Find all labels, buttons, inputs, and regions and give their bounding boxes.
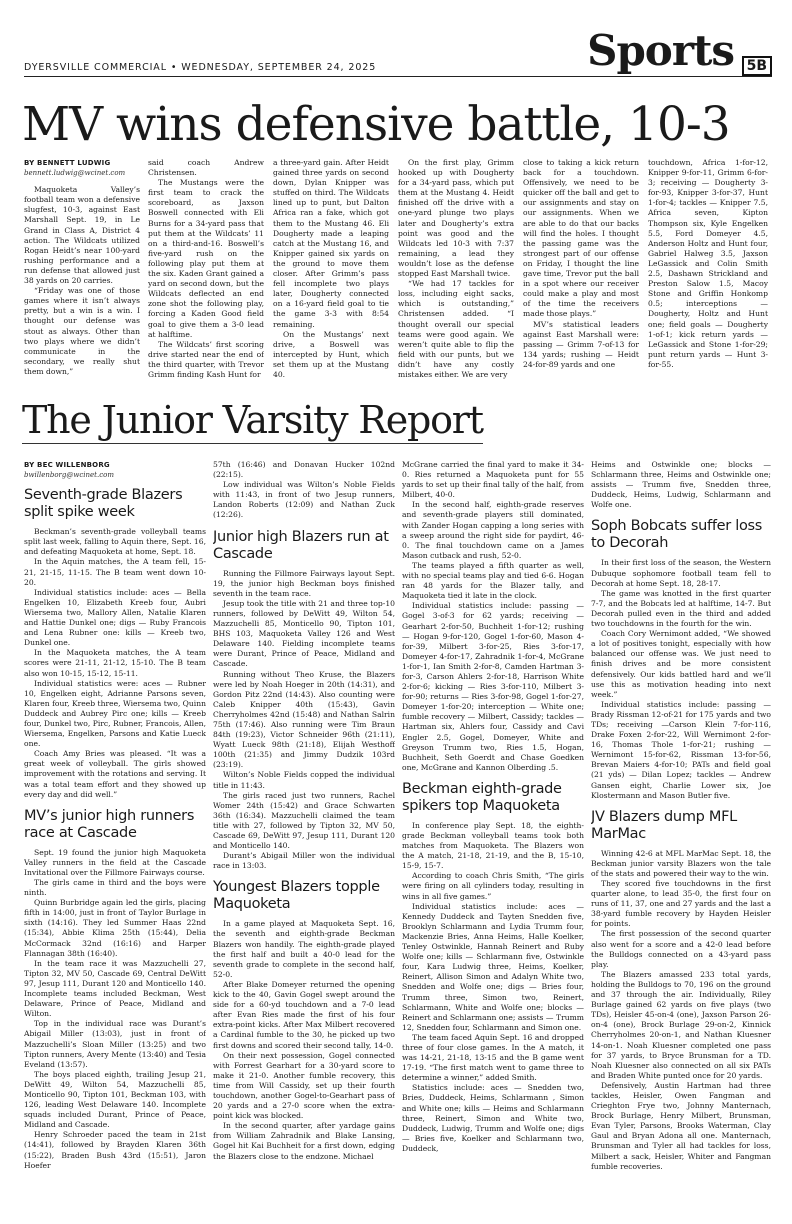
- paragraph-group: [402, 821, 584, 1154]
- article-paragraph: Durant’s Abigail Miller won the individual race in 13:03.: [213, 851, 395, 871]
- jv-column-4: [591, 460, 771, 1212]
- article-paragraph: Running without Theo Kruse, the Blazers were led by Noah Hoeger in 20th (14:31), and Gordon Pitz 22nd (14:43). Also counting were Caleb Knipper 40th (15:43), Gavin Cherryholmes 42nd (15:48) and Nathan Salrin 75th (17:46). Also running were Tim Braun 84th (19:23), Victor Schneider 96th (21:11), Wyatt Lueck 98th (21:18), Elijah Westhoff 100th (21:35) and Jimmy Dudzik 103rd (23:19).: [213, 669, 395, 770]
- article-paragraph: The first possession of the second quarter also went for a score and a 42-0 lead before the Bulldogs connected on a 43-yard pass play.: [591, 929, 771, 969]
- article-paragraph: They scored five touchdowns in the first quarter alone, to lead 35-0, the first four on runs of 11, 37, one and 27 yards and the last a 38-yard fumble recovery by Hayden Heisler for points.: [591, 879, 771, 929]
- article-paragraph: In conference play Sept. 18, the eighth-grade Beckman volleyball teams took both matches from Maquoketa. The Blazers won the A match, 21-18, 21-19, and the B, 15-10, 15-9, 15-7.: [402, 820, 584, 871]
- byline: BY BENNETT LUDWIG: [24, 159, 111, 167]
- article-paragraph: Quinn Burbridge again led the girls, placing fifth in 14:00, just in front of Taylor Burlage in sixth (14:16). They led Summer Haas 22nd (15:34), Abbie Klima 25th (15:44), Delia McCormack 32nd (16:16) and Harper Flannagan 38th (16:40).: [24, 898, 206, 958]
- article-paragraph: Beckman’s seventh-grade volleyball teams split last week, falling to Aquin there, Sept. 16, and defeating Maquoketa at home, Sept. 18.: [24, 527, 206, 557]
- paragraph-group: [24, 185, 140, 377]
- article-paragraph: In their first loss of the season, the Western Dubuque sophomore football team fell to Decorah at home Sept. 18, 28-17.: [591, 558, 771, 588]
- article-paragraph: Heims and Ostwinkle one; blocks — Schlarmann three, Heims and Ostwinkle one; assists — Trumm five, Snedden three, Duddeck, Heims, Ludwig, Schlarmann and Wolfe one.: [591, 460, 771, 510]
- article-paragraph: After Blake Domeyer returned the opening kick to the 40, Gavin Gogel swept around the side for a 60-yd touchdown and a 7-0 lead after Evan Ries made the first of his four extra-point kicks. After Max Milbert recovered a Cardinal fumble to the 30, he picked up two first downs and scored their second tally, 14-0.: [213, 979, 395, 1050]
- article-paragraph: Running the Fillmore Fairways layout Sept. 19, the junior high Beckman boys finished seventh in the team race.: [213, 568, 395, 598]
- main-story-column-6: [648, 158, 768, 383]
- paragraph-group: [591, 460, 771, 510]
- article-paragraph: The girls came in third and the boys were ninth.: [24, 878, 206, 898]
- main-story-column-1: [24, 158, 140, 383]
- article-paragraph: 57th (16:46) and Donavan Hucker 102nd (22:15).: [213, 460, 395, 480]
- paragraph-group: [273, 158, 389, 380]
- main-story-column-4: [398, 158, 514, 383]
- article-paragraph: In the Maquoketa matches, the A team scores were 21-11, 21-12, 15-10. The B team also won 10-15, 15-12, 15-11.: [24, 648, 206, 678]
- jv-report-title: The Junior Varsity Report: [22, 398, 483, 442]
- jv-byline: BY BEC WILLENBORG: [24, 461, 110, 469]
- article-paragraph: In the second quarter, after yardage gains from William Zahradnik and Blake Lansing, Gogel hit Kai Buchheit for a first down, edging the Blazers close to the endzone. Michael: [213, 1121, 395, 1161]
- article-paragraph: “We had 17 tackles for loss, including eight sacks, which is outstanding,” Christensen added. “I thought overall our special teams were good again. We weren’t quite able to flip the field with our punts, but we didn’t have any costly mistakes either. We are very: [398, 279, 514, 379]
- main-story-column-5: [523, 158, 639, 383]
- article-paragraph: Statistics include: aces — Snedden two, Bries, Duddeck, Heims, Schlarmann , Simon and White one; kills — Heims and Schlarmann three, Reinert, Simon and White two, Duddeck, Ludwig, Trumm and Wolfe one; digs— Bries five, Koelker and Schlarmann two, Duddeck,: [402, 1083, 584, 1153]
- article-paragraph: Individual statistics include: aces — Bella Engelken 10, Elizabeth Kreeb four, Aubri Wiersema two, Mallory Allen, Natalie Klaren and Hattie Dunkel one; digs — Ruby Francois and Lena Rubner one: kills — Kreeb two, Dunkel one.: [24, 587, 206, 648]
- story-headline-youngest-blazers: Youngest Blazers topple Maquoketa: [213, 879, 380, 913]
- article-paragraph: On the Mustangs’ next drive, a Boswell was intercepted by Hunt, which set them up at the Mustang 40.: [273, 329, 389, 379]
- story-headline-seventh-grade-blazers: Seventh-grade Blazers split spike week: [24, 487, 183, 521]
- story-headline-mv-runners: MV’s junior high runners race at Cascade: [24, 807, 195, 841]
- article-paragraph: Defensively, Austin Hartman had three tackles, Heisler, Owen Fangman and Crieghton Frye two, Johnny Manternach, Brock Burlage, Henry Milbert, Brunsman, Evan Tyler, Parsons, Brooks Waterman, Clay Gaul and Bryan Adona all one. Manternach, Brunsman and Tyler all had tackles for loss, Milbert a sack, Heisler, Whiter and Fangman fumble recoveries.: [591, 1080, 771, 1171]
- jv-column-3: [402, 460, 584, 1212]
- article-paragraph: In the team race it was Mazzuchelli 27, Tipton 32, MV 50, Cascade 69, Central DeWitt 97, Jesup 111, Durant 120 and Monticello 140. Incomplete teams included Beckman, West Delaware, Prince of Peace, Midland and Wilton.: [24, 958, 206, 1019]
- article-paragraph: The boys placed eighth, trailing Jesup 21, DeWitt 49, Wilton 54, Mazzuchelli 85, Monticello 90, Tipton 101, Beckman 103, with 126, leading West Delaware 140. Incomplete squads included Durant, Prince of Peace, Midland and Cascade.: [24, 1069, 206, 1130]
- article-paragraph: In the second half, eighth-grade reserves and seventh-grade players still dominated, with Zander Hogan capping a long series with a sweep around the right side for paydirt, 46-0. The final touchdown came on a James Mason cutback and rush, 52-0.: [402, 500, 584, 560]
- article-paragraph: On the first play, Grimm hooked up with Dougherty for a 34-yard pass, which put them at the Mustang 4. Heidt finished off the drive with a one-yard plunge two plays later and Dougherty’s extra point was good and the Wildcats led 10-3 with 7:37 remaining, a lead they wouldn’t lose as the defense stopped East Marshall twice.: [398, 158, 514, 279]
- paragraph-group: [213, 460, 395, 521]
- article-paragraph: Individual statistics were: aces — Rubner 10, Engelken eight, Adrianne Parsons seven, Klaren four, Kreeb three, Wiersema two, Quinn Duddeck and Aubrey Pirc one; kills — Kreeb four, Dunkel two, Pirc, Rubner, Francois, Allen, Wiersema, Engelken, Parsons and Katie Lueck one.: [24, 678, 206, 749]
- article-paragraph: Coach Cory Wernimont added, “We showed a lot of positives tonight, especially with how balanced our offense was. We just need to finish drives and be more consistent defensively. Our kids battled hard and we’ll use this as motivation heading into next week.”: [591, 629, 771, 699]
- main-story-column-3: [273, 158, 389, 383]
- paragraph-group: [398, 158, 514, 380]
- story-headline-soph-bobcats: Soph Bobcats suffer loss to Decorah: [591, 518, 763, 552]
- article-paragraph: The girls raced just two runners, Rachel Womer 24th (15:42) and Grace Schwarten 36th (16:34). Mazzuchelli claimed the team title with 27, followed by Tipton 32, MV 50, Cascade 69, DeWitt 97, Jesup 111, Durant 120 and Monticello 140.: [213, 790, 395, 851]
- article-paragraph: close to taking a kick return back for a touchdown. Offensively, we need to be quicker off the ball and get to our assignments and stay on our assignments. When we are able to do that our backs will find the holes. I thought the passing game was the strongest part of our offense on Friday, I thought the line gave time, Trevor put the ball in a spot where our receiver could make a play and most of the time the receivers made those plays.”: [523, 158, 639, 319]
- article-paragraph: touchdown, Africa 1-for-12, Knipper 9-for-11, Grimm 6-for-3; receiving — Dougherty 3-for-93, Knipper 3-for-37, Hunt 1-for-4; tackles — Knipper 7.5, Africa seven, Kipton Thompson six, Kyle Engelken 5.5, Ford Domeyer 4.5, Anderson Holtz and Hunt four, Gabriel Halweg 3.5, Jaxson LeGassick and Colin Smith 2.5, Dashawn Strickland and Preston Salow 1.5, Macoy Stone and Griffin Honkomp 0.5; interceptions — Dougherty, Holtz and Hunt one; field goals — Dougherty 1-of-1; kick return yards — LeGassick and Stone 1-for-29; punt return yards — Hunt 3-for-55.: [648, 158, 768, 369]
- paragraph-group: [213, 919, 395, 1161]
- paragraph-group: [213, 569, 395, 872]
- story-headline-eighth-grade-spikers: Beckman eighth-grade spikers top Maquoketa: [402, 780, 562, 814]
- paragraph-group: [24, 848, 206, 1171]
- main-story-column-2: [148, 158, 264, 383]
- section-title: Sports: [587, 26, 734, 75]
- paragraph-group: [648, 158, 768, 370]
- story-headline-jv-blazers: JV Blazers dump MFL MarMac: [591, 808, 737, 842]
- jv-column-1: [24, 460, 206, 1212]
- article-paragraph: Coach Amy Bries was pleased. “It was a great week of volleyball. The girls showed improvement with the rotations and serving. It was a total team effort and they showed up every day and did well.”: [24, 749, 206, 799]
- article-paragraph: According to coach Chris Smith, “The girls were firing on all cylinders today, resulting in wins in all five games.”: [402, 871, 584, 901]
- article-paragraph: The Wildcats’ first scoring drive started near the end of the third quarter, with Trevor Grimm finding Kash Hunt for: [148, 339, 264, 379]
- article-paragraph: said coach Andrew Christensen.: [148, 158, 264, 178]
- article-paragraph: Low individual was Wilton’s Noble Fields with 11:43, in front of two Jesup runners, Landon Roberts (12:09) and Nathan Zuck (12:26).: [213, 480, 395, 520]
- byline-email: bennett.ludwig@wcinet.com: [24, 169, 126, 178]
- main-headline: MV wins defensive battle, 10-3: [22, 97, 730, 152]
- article-paragraph: The team faced Aquin Sept. 16 and dropped three of four close games. In the A match, it was 14-21, 21-18, 13-15 and the B game went 17-19. “The first match went to game three to determine a winner,” added Smith.: [402, 1032, 584, 1083]
- article-paragraph: The game was knotted in the first quarter 7-7, and the Bobcats led at halftime, 14-7. But Decorah pulled even in the third and added two touchdowns in the fourth for the win.: [591, 588, 771, 629]
- article-paragraph: a three-yard gain. After Heidt gained three yards on second down, Dylan Knipper was stuffed on third. The Wildcats lined up to punt, but Dalton Africa ran a fake, which got them to the Mustang 46. Eli Dougherty made a leaping catch at the Mustang 16, and Knipper gained six yards on the ground to move them closer. After Grimm’s pass fell incomplete two plays later, Dougherty connected on a 16-yard field goal to tie the game 3-3 with 8:54 remaining.: [273, 158, 389, 329]
- dateline: DYERSVILLE COMMERCIAL • WEDNESDAY, SEPTEMBER 24, 2025: [24, 62, 377, 73]
- article-paragraph: The Blazers amassed 233 total yards, holding the Bulldogs to 70, 196 on the ground and 37 through the air. Individually, Riley Burlage gained 62 yards on five plays (two TDs), Heisler 45-on-4 (one), Jaxson Parson 26-on-4 (one), Brock Burlage 29-on-2, Kinnick Cherryholmes 20-on-1, and Nathan Kluesner 14-on-1. Noah Kluesner completed one pass for 37 yards, to Bryce Brunsman for a TD. Noah Kluesner also connected on all six PATs and Braden White punted once for 20 yards.: [591, 969, 771, 1080]
- article-paragraph: Jesup took the title with 21 and three top-10 runners, followed by DeWitt 49, Wilton 54, Mazzuchelli 85, Monticello 90, Tipton 101, BHS 103, Maquoketa Valley 126 and West Delaware 140. Fielding incomplete teams were Durant, Prince of Peace, Midland and Cascade.: [213, 598, 395, 669]
- article-paragraph: In the Aquin matches, the A team fell, 15-21, 21-15, 11-15. The B team went down 10-20.: [24, 557, 206, 587]
- story-headline-junior-high-blazers: Junior high Blazers run at Cascade: [213, 528, 389, 562]
- article-paragraph: Henry Schroeder paced the team in 21st (14:41), followed by Brayden Klaren 36th (15:22), Braden Bush 43rd (15:51), Jaron Hoefer: [24, 1130, 206, 1170]
- paragraph-group: [591, 849, 771, 1172]
- article-paragraph: “Friday was one of those games where it isn’t always pretty, but a win is a win. I thought our defense was stout as always. Other than two plays where we didn’t communicate in the secondary, we really shut them down,”: [24, 286, 140, 376]
- article-paragraph: Individual statistics include: aces — Kennedy Duddeck and Tayten Snedden five, Brooklyn Schlarmann and Lydia Trumm four, Mackenzie Bries, Anna Heims, Halle Koelker, Tenley Ostwinkle, Hannah Reinert and Ruby Wolfe one; kills — Schlarmann five, Ostwinkle four, Kara Ludwig three, Heims, Koelker, Reinert, Allison Simon and Adalyn White two, Snedden and Wolfe one; digs — Bries four, Trumm three, Simon two, Reinert, Schlarmann, White and Wolfe one; blocks — Reinert and Schlarmann one; assists — Trumm 12, Snedden four, Schlarmann and Simon one.: [402, 901, 584, 1032]
- article-paragraph: Wilton’s Noble Fields copped the individual title in 11:43.: [213, 770, 395, 790]
- jv-byline-email: bwillenborg@wcinet.com: [24, 471, 114, 480]
- article-paragraph: On their next possession, Gogel connected with Forrest Gearhart for a 30-yard score to make it 21-0. Another fumble recovery, this time from Will Cassidy, set up their fourth touchdown, another Gogel-to-Gearhart pass of 20 yards and a 27-0 score when the extra-point kick was blocked.: [213, 1050, 395, 1121]
- paragraph-group: [591, 558, 771, 800]
- paragraph-group: [523, 158, 639, 370]
- paragraph-group: [24, 527, 206, 800]
- article-paragraph: Maquoketa Valley’s football team won a defensive slugfest, 10-3, against East Marshall Sept. 19, in Le Grand in Class A, District 4 action. The Wildcats utilized Rogan Heidt’s near 100-yard rushing performance and a run defense that allowed just 38 yards on 20 carries.: [24, 185, 140, 286]
- article-paragraph: The Mustangs were the first team to crack the scoreboard, as Jaxson Boswell connected with Eli Burns for a 34-yard pass that put them at the Wildcats’ 11 on a third-and-16. Boswell’s five-yard rush on the following play put them at the six. Kaden Grant gained a yard on second down, but the Wildcats deflected an end zone shot the following play, forcing a Kaden Good field goal to give them a 3-0 lead at halftime.: [148, 178, 264, 339]
- paragraph-group: [148, 158, 264, 380]
- masthead-rule: [24, 76, 772, 77]
- article-paragraph: Individual statistics include: passing — Brady Rissman 12-of-21 for 175 yards and two TDs; receiving —Carson Klein 7-for-116, Drake Foxen 2-for-22, Will Wernimont 2-for-16, Thomas Thole 1-for-21; rushing —Wernimont 15-for-62, Rissman 13-for-56, Brevan Maiers 4-for-10; PATs and field goal (21 yds) — Dilan Lopez; tackles — Andrew Gansen eight, Charlie Lower six, Joe Klostermann and Mason Butler five.: [591, 699, 771, 800]
- article-paragraph: Winning 42-6 at MFL MarMac Sept. 18, the Beckman junior varsity Blazers won the tale of the stats and powered their way to the win.: [591, 848, 771, 878]
- page-number: 5B: [742, 56, 772, 76]
- paragraph-group: [402, 460, 584, 773]
- article-paragraph: McGrane carried the final yard to make it 34-0. Ries returned a Maquoketa punt for 55 yards to set up their final tally of the half, from Milbert, 40-0.: [402, 460, 584, 500]
- jv-column-2: [213, 460, 395, 1212]
- article-paragraph: Sept. 19 found the junior high Maquoketa Valley runners in the field at the Cascade Invitational over the Fillmore Fairways course.: [24, 847, 206, 877]
- article-paragraph: MV’s statistical leaders against East Marshall were: passing — Grimm 7-of-13 for 134 yards; rushing — Heidt 24-for-89 yards and one: [523, 319, 639, 369]
- article-paragraph: In a game played at Maquoketa Sept. 16, the seventh and eighth-grade Beckman Blazers won handily. The eighth-grade played the first half and built a 40-0 lead for the seventh grade to complete in the second half, 52-0.: [213, 919, 395, 979]
- article-paragraph: Individual statistics include: passing — Gogel 3-of-3 for 62 yards; receiving — Gearhart 2-for-50, Buchheit 1-for-12; rushing — Hogan 9-for-120, Gogel 1-for-60, Mason 4-for-39, Milbert 3-for-25, Ries 3-for-17, Domeyer 4-for-17, Zahradnik 1-for-4, McGrane 1-for-1, Ian Smith 2-for-8, Camden Hartman 3-for-3, Carson Ahlers 2-for-18, Harrison White 2-for-6; kicking — Ries 3-for-110, Milbert 3-for-90; returns — Ries 3-for-98, Gogel 1-for-27, Domeyer 1-for-20; interception — White one; fumble recovery — Milbert, Cassidy; tackles —Hartman six, Ahlers four, Cassidy and Cavi Engler 2.5, Gogel, Domeyer, White and Greyson Trumm two, Ries 1.5, Hogan, Buchheit, Seth Goerdt and Chase Goedken one, McGrane and Kannon Olberding .5.: [402, 601, 584, 772]
- article-paragraph: Top in the individual race was Durant’s Abigail Miller (13:03), just in front of Mazzuchelli’s Sloan Miller (13:25) and two Tipton runners, Avery Mente (13:40) and Tesia Eveland (13:57).: [24, 1019, 206, 1069]
- article-paragraph: The teams played a fifth quarter as well, with no special teams play and tied 6-6. Hogan ran 48 yards for the Blazer tally, and Maquoketa tied it late in the clock.: [402, 560, 584, 601]
